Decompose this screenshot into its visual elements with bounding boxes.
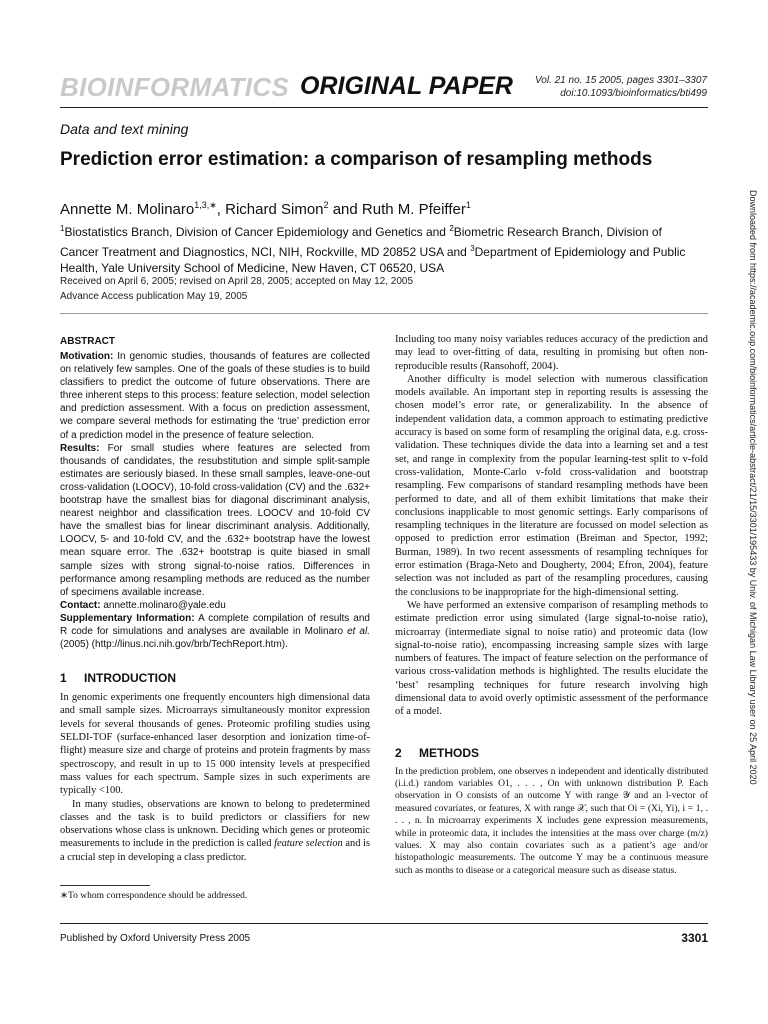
authors <box>60 200 471 218</box>
methods-paragraph: In the prediction problem, one observes n independent and identically distributed (i.i.d.) random variables O1, . . . , On with unknown distribution P. Each observation in O consists of an outcome Y with range 𝒴 and an l-vector of measured covariates, or features, X with range 𝒳, such that Oi = (Xi, Yi), i = 1, . . . , n. In microarray experiments X includes gene expression measurements, while in proteomic data, it includes the intensities at the mass over charge (m/z) values. X may also contain covariates such as a patient’s age and/or histopathologic measurements. The outcome Y may be a continuous measure such as months to disease or a categorical measure such as disease status. <box>395 765 708 876</box>
results-label: Results: <box>60 442 100 454</box>
received-date: Received on April 6, 2005; revised on April 28, 2005; accepted on May 12, 2005 <box>60 276 414 287</box>
motivation-label: Motivation: <box>60 351 114 362</box>
affil-sup: 2 <box>449 224 454 233</box>
volume-info: Vol. 21 no. 15 2005, pages 3301–3307 <box>534 75 707 86</box>
contact-email[interactable]: annette.molinaro@yale.edu <box>100 599 226 611</box>
doi[interactable]: doi:10.1093/bioinformatics/bti499 <box>560 88 707 99</box>
affil-sup: 3 <box>470 243 475 253</box>
affil-text: Biostatistics Branch, Division of Cancer Epidemiology and Genetics and <box>64 225 450 239</box>
footnote-rule <box>60 885 150 886</box>
intro-paragraph <box>60 798 370 864</box>
footer-rule <box>60 923 708 924</box>
author-name: , Richard Simon <box>216 201 324 218</box>
abstract-supplementary <box>60 612 370 651</box>
footnote: ∗To whom correspondence should be addressed. <box>60 891 248 901</box>
affil-text: Department of Epidemiology and Public Health, Yale University School of Medicine, New Haven, CT 06520, USA <box>60 244 686 275</box>
intro-heading <box>60 671 370 685</box>
left-column <box>60 336 370 864</box>
advance-access-date: Advance Access publication May 19, 2005 <box>60 291 248 302</box>
supp-link[interactable]: (2005) (http://linus.nci.nih.gov/brb/TechReport.htm). <box>60 639 288 651</box>
abstract-motivation <box>60 350 370 442</box>
section-label: Data and text mining <box>60 121 189 137</box>
supp-etal: et al. <box>347 625 370 637</box>
header-rule <box>60 107 708 108</box>
affiliations <box>60 221 700 277</box>
abstract-results <box>60 442 370 599</box>
author-sup: 2 <box>323 200 329 210</box>
section-title: METHODS <box>419 745 479 760</box>
affil-text: Biometric Research Branch, Division of Cancer Treatment and Diagnostics, NCI, NIH, Rockville, MD 20852 USA and <box>60 225 662 259</box>
author-sup: 1 <box>465 200 471 210</box>
author-sup: 1,3,∗ <box>194 200 217 210</box>
publication-dates <box>60 274 413 304</box>
page-number: 3301 <box>681 931 708 945</box>
supp-text: A complete compilation of results and R code for simulations and analyses are available in Molinaro <box>60 612 370 637</box>
author-name: Annette M. Molinaro <box>60 201 195 218</box>
author-name: and Ruth M. Pfeiffer <box>328 201 466 218</box>
body-paragraph: Another difficulty is model selection with numerous classification models available. An important step in reporting results is assessing the chosen model’s error rate, or generalizability. In the absence of independent validation data, a common approach to estimating predictive accuracy is based on some form of resampling the original data, e.g. cross-validation. These techniques divide the data into a learning set and a test set, and range in complexity from the popular learning-test split to v-fold cross-validation, Monte-Carlo v-fold cross-validation and bootstrap resampling. Few comparisons of standard resampling methods have been performed to date, and all of them exhibit limitations that make their conclusions inapplicable to most genomic settings. Early comparisons of resampling techniques in the literature are focussed on model selection as opposed to prediction error estimation (Breiman and Spector, 1992; Burman, 1989). In two recent assessments of resampling techniques for error estimation (Braga-Neto and Dougherty, 2004; Efron, 2004), feature selection was not included as part of the resampling procedures, causing the conclusions to be inappropriate for the high-dimensional setting. <box>395 373 708 598</box>
divider <box>60 313 708 314</box>
methods-heading <box>395 746 708 760</box>
body-paragraph: Including too many noisy variables reduces accuracy of the prediction and may lead to over-fitting of data, resulting in promising but often non-reproducible results (Ransohoff, 2004). <box>395 334 708 372</box>
journal-name: BIOINFORMATICS <box>60 72 290 102</box>
abstract-heading: ABSTRACT <box>60 336 115 347</box>
motivation-text: In genomic studies, thousands of features are collected on relatively few samples. One of the goals of these studies is to build classifiers to predict the outcome of future observations. There are three inherent steps to this process: feature selection, model selection and prediction assessment. With a focus on prediction assessment, we compare several methods for estimating the ‘true’ prediction error of a prediction model in the presence of feature selection. <box>60 351 370 441</box>
paper-type: ORIGINAL PAPER <box>300 72 513 100</box>
intro-text: In many studies, observations are known to belong to predetermined classes and the task is to build predictors or classifiers for new observations whose class is unknown. Deciding which genes or proteomic measurements to include in the prediction is called <box>60 798 370 850</box>
publisher-line: Published by Oxford University Press 2005 <box>60 933 251 944</box>
intro-paragraph: In genomic experiments one frequently encounters high dimensional data and small sample sizes. Microarrays simultaneously monitor expression levels for several thousands of genes. Proteomic profiling studies using SELDI-TOF (surface-enhanced laser desorption and ionization time-of-flight) measure size and charge of proteins and protein fragments by mass spectroscopy, and result in up to 15 000 intensity levels at prespecified mass values for each spectrum. Sample sizes in such experiments are typically <100. <box>60 692 370 797</box>
body-paragraph: We have performed an extensive comparison of resampling methods to estimate prediction error using simulated (large signal-to-noise ratio), microarray (intermediate signal to noise ratio) and proteomic data (low signal-to-noise ratio), encompassing increasing sample sizes with large numbers of features. The impact of feature selection on the performance of various cross-validation methods is highlighted. The results elucidate the ‘best’ resampling techniques for future research involving high dimensional data to avoid overly optimistic assessment of the performance of a model. <box>395 599 708 718</box>
section-number: 2 <box>395 745 402 760</box>
download-watermark: Downloaded from https://academic.oup.com/bioinformatics/article-abstract/21/15/3301/195433 by Univ. of Michigan Law Library user on 25 April 2020 <box>748 190 758 785</box>
paper-title: Prediction error estimation: a comparison of resampling methods <box>60 149 653 170</box>
contact-label: Contact: <box>60 599 101 611</box>
supp-label: Supplementary Information: <box>60 612 195 624</box>
intro-text: and is a crucial step in developing a class predictor. <box>60 838 370 863</box>
right-column <box>395 333 708 877</box>
section-title: INTRODUCTION <box>84 671 176 686</box>
affil-sup: 1 <box>60 224 65 233</box>
intro-emphasis: feature selection <box>274 838 343 850</box>
section-number: 1 <box>60 671 67 686</box>
results-text: For small studies where features are selected from thousands of candidates, the resubstitution and simple split-sample estimates are seriously biased. In these small samples, leave-one-out cross-validation (LOOCV), 10-fold cross-validation (CV) and the .632+ bootstrap have the smallest bias for diagonal discriminant analysis, nearest neighbor and classification trees. LOOCV and 10-fold CV have the smallest bias for linear discriminant analysis. Additionally, LOOCV, 5- and 10-fold CV, and the .632+ bootstrap have the lowest mean square error. The .632+ bootstrap is quite biased in small sample sizes with strong signal-to-noise ratios. Differences in performance among resampling methods are reduced as the number of specimens available increase. <box>60 442 370 598</box>
abstract-contact <box>60 599 370 612</box>
